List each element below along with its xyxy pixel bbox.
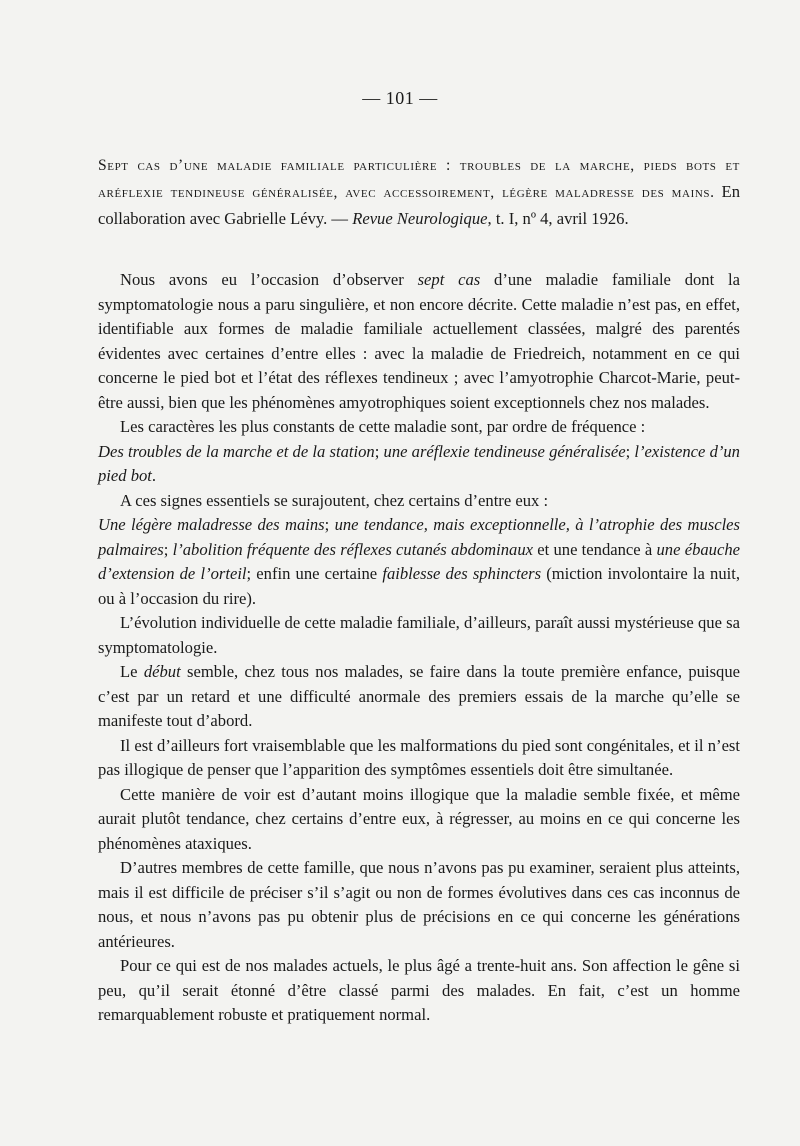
italic-run: l’existence d’un pied bot [98, 441, 740, 485]
text-run: (miction involontaire la nuit, ou à l’occasion du rire). [98, 564, 740, 608]
paragraph-2: Les caractères les plus constants de cette maladie sont, par ordre de fréquence : [120, 417, 646, 436]
paragraph-7 [98, 660, 740, 734]
reference-collaboration: En collaboration avec Gabrielle Lévy. — [98, 182, 740, 228]
paragraph-8: Il est d’ailleurs fort vraisemblable que les malformations du pied sont congénitales, et il n’est pas illogique de penser que l’apparition des symptômes essentiels doit être simultanée. [98, 735, 740, 779]
text-run: d’une maladie familiale dont la symptomatologie nous a paru singulière, et non encore décrite. Cette maladie n’est pas, en effet, identifiable aux formes de maladie familiale actuellement classées, malgré des parentés évidentes avec certaines d’entre elles : avec la maladie de Friedreich, notamment en ce qui concerne le pied bot et l’état des réflexes tendineux ; avec l’amyotrophie Charcot-Marie, peut-être aussi, bien que les phénomènes amyotrophiques soient exceptionnels chez nos malades. [98, 270, 740, 412]
italic-run: l’abolition fréquente des réflexes cutanés abdominaux [172, 539, 534, 559]
text-run: ; enfin une certaine [246, 564, 383, 583]
body-text [98, 268, 740, 1028]
text-run: Nous avons eu l’occasion d’observer [120, 270, 418, 289]
italic-run: faiblesse des sphincters [382, 564, 542, 583]
paragraph-11: Pour ce qui est de nos malades actuels, le plus âgé a trente-huit ans. Son affection le gêne si peu, qu’il serait étonné d’être classé parmi des malades. En fait, c’est un homme remarquablement robuste et pratiquement normal. [98, 956, 740, 1024]
reference-header [98, 152, 740, 232]
text-run: ; [625, 441, 635, 461]
reference-title: Sept cas d’une maladie familiale particulière : troubles de la marche, pieds bots et aréflexie tendineuse généralisée, avec accessoirement, légère maladresse des mains. [98, 157, 740, 201]
reference-citation: , t. I, nº 4, avril 1926. [487, 209, 629, 228]
text-run: Le [120, 662, 144, 681]
text-run: et une tendance à [533, 539, 657, 559]
italic-run: début [143, 662, 181, 681]
paragraph-6: L’évolution individuelle de cette maladie familiale, d’ailleurs, paraît aussi mystérieuse que sa symptomatologie. [98, 613, 740, 657]
italic-run: une ébauche d’extension de l’orteil [98, 539, 740, 583]
text-run: ; [324, 515, 335, 534]
text-run: semble, chez tous nos malades, se faire dans la toute première enfance, puisque c’est par un retard et une difficulté anormale des premiers essais de la marche qu’elle se manifeste tout d’abord. [98, 662, 740, 730]
italic-run: Des troubles de la marche et de la station [98, 441, 375, 461]
italic-run: une tendance, mais exceptionnelle, à l’atrophie des muscles palmaires [98, 515, 741, 559]
reference-journal: Revue Neurologique [352, 209, 488, 228]
text-run: . [151, 466, 157, 485]
paragraph-9: Cette manière de voir est d’autant moins illogique que la maladie semble fixée, et même aurait plutôt tendance, chez certains d’entre eux, à régresser, au moins en ce qui concerne les phénomènes ataxiques. [98, 784, 740, 853]
italic-run: une aréflexie tendineuse généralisée [383, 441, 626, 461]
paragraph-5 [98, 513, 740, 611]
page-number: — 101 — [362, 88, 438, 108]
italic-run: sept cas [417, 270, 481, 289]
text-run: ; [163, 539, 173, 559]
paragraph-4: A ces signes essentiels se surajoutent, chez certains d’entre eux : [120, 490, 549, 510]
text-run: ; [374, 441, 384, 461]
italic-run: Une légère maladresse des mains [98, 515, 325, 534]
paragraph-3 [98, 440, 740, 489]
paragraph-1 [98, 268, 740, 415]
paragraph-10: D’autres membres de cette famille, que nous n’avons pas pu examiner, seraient plus atteints, mais il est difficile de préciser s’il s’agit ou non de formes évolutives dans ces cas inconnus de nous, et nous n’avons pas pu obtenir plus de précisions en ce qui concerne les générations antérieures. [98, 858, 740, 951]
